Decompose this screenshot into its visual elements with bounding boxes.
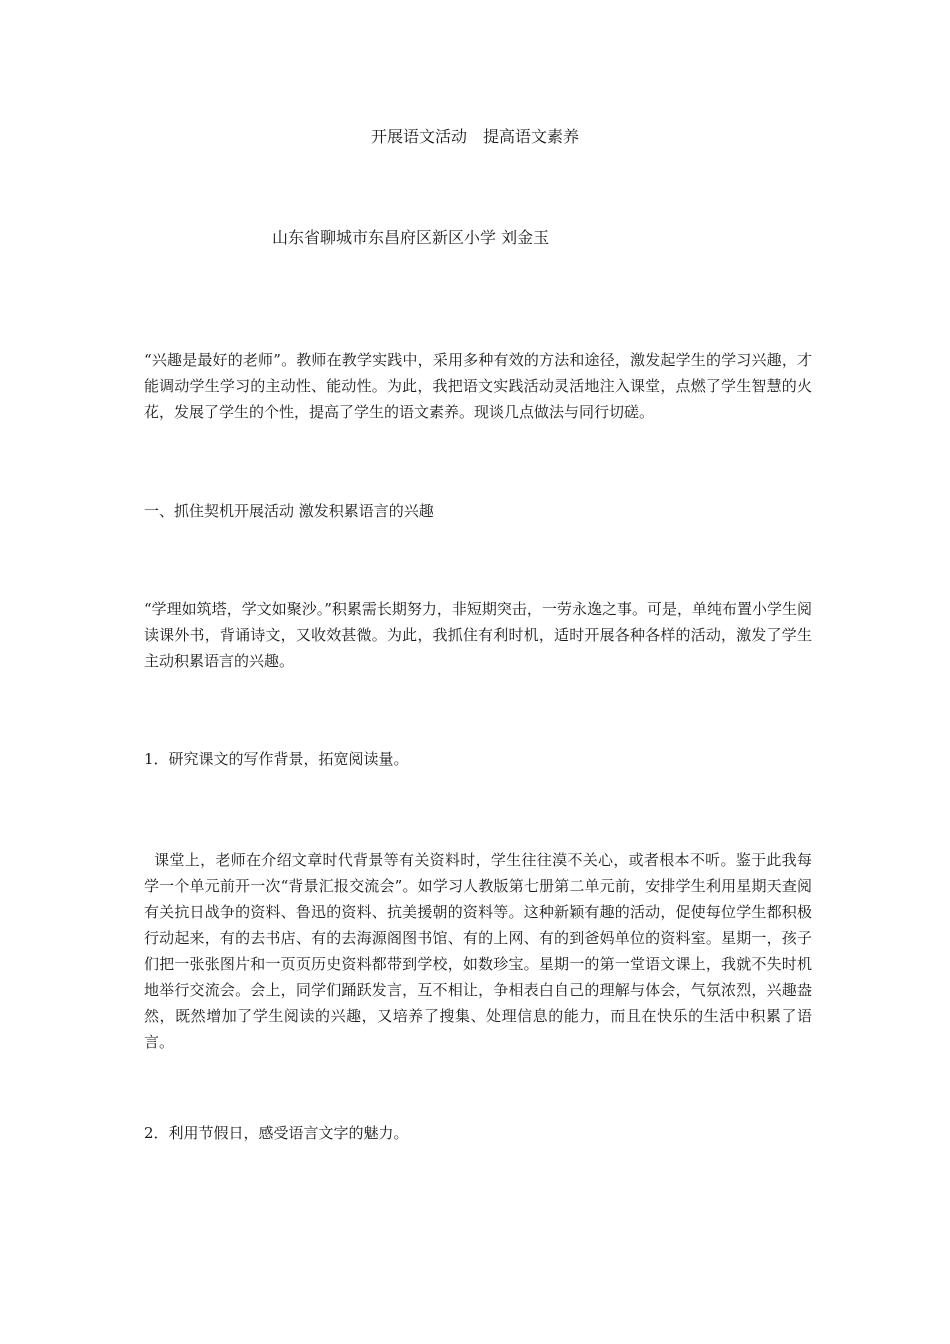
document-title: 开展语文活动 提高语文素养: [370, 127, 579, 146]
section-1-heading: 一、抓住契机开展活动 激发积累语言的兴趣: [144, 502, 434, 520]
item-1-body-paragraph: 课堂上，老师在介绍文章时代背景等有关资料时，学生往往漠不关心，或者根本不听。鉴于此我每学一个单元前开一次“背景汇报交流会”。如学习人教版第七册第二单元前，安排学生利用星期天查阅有关抗日战争的资料、鲁迅的资料、抗美援朝的资料等。这种新颖有趣的活动，促使每位学生都积极行动起来，有的去书店、有的去海源阁图书馆、有的上网、有的到爸妈单位的资料室。星期一，孩子们把一张张图片和一页页历史资料都带到学校，如数珍宝。星期一的第一堂语文课上，我就不失时机地举行交流会。会上，同学们踊跃发言，互不相让，争相表白自己的理解与体会，气氛浓烈，兴趣盎然，既然增加了学生阅读的兴趣，又培养了搜集、处理信息的能力，而且在快乐的生活中积累了语言。: [144, 851, 812, 1051]
section-1-intro-paragraph: “学理如筑塔，学文如聚沙。”积累需长期努力，非短期突击，一劳永逸之事。可是，单纯布置小学生阅读课外书，背诵诗文，又收效甚微。为此，我抓住有利时机，适时开展各种各样的活动，激发了学生主动积累语言的兴趣。: [144, 600, 812, 670]
item-1-heading: 1．研究课文的写作背景，拓宽阅读量。: [144, 750, 409, 768]
author-line: 山东省聊城市东昌府区新区小学 刘金玉: [272, 228, 550, 247]
intro-paragraph: “兴趣是最好的老师”。教师在教学实践中，采用多种有效的方法和途径，激发起学生的学习兴趣，才能调动学生学习的主动性、能动性。为此，我把语文实践活动灵活地注入课堂，点燃了学生智慧的火花，发展了学生的个性，提高了学生的语文素养。现谈几点做法与同行切磋。: [144, 351, 812, 421]
item-2-heading: 2．利用节假日，感受语言文字的魅力。: [144, 1124, 409, 1142]
